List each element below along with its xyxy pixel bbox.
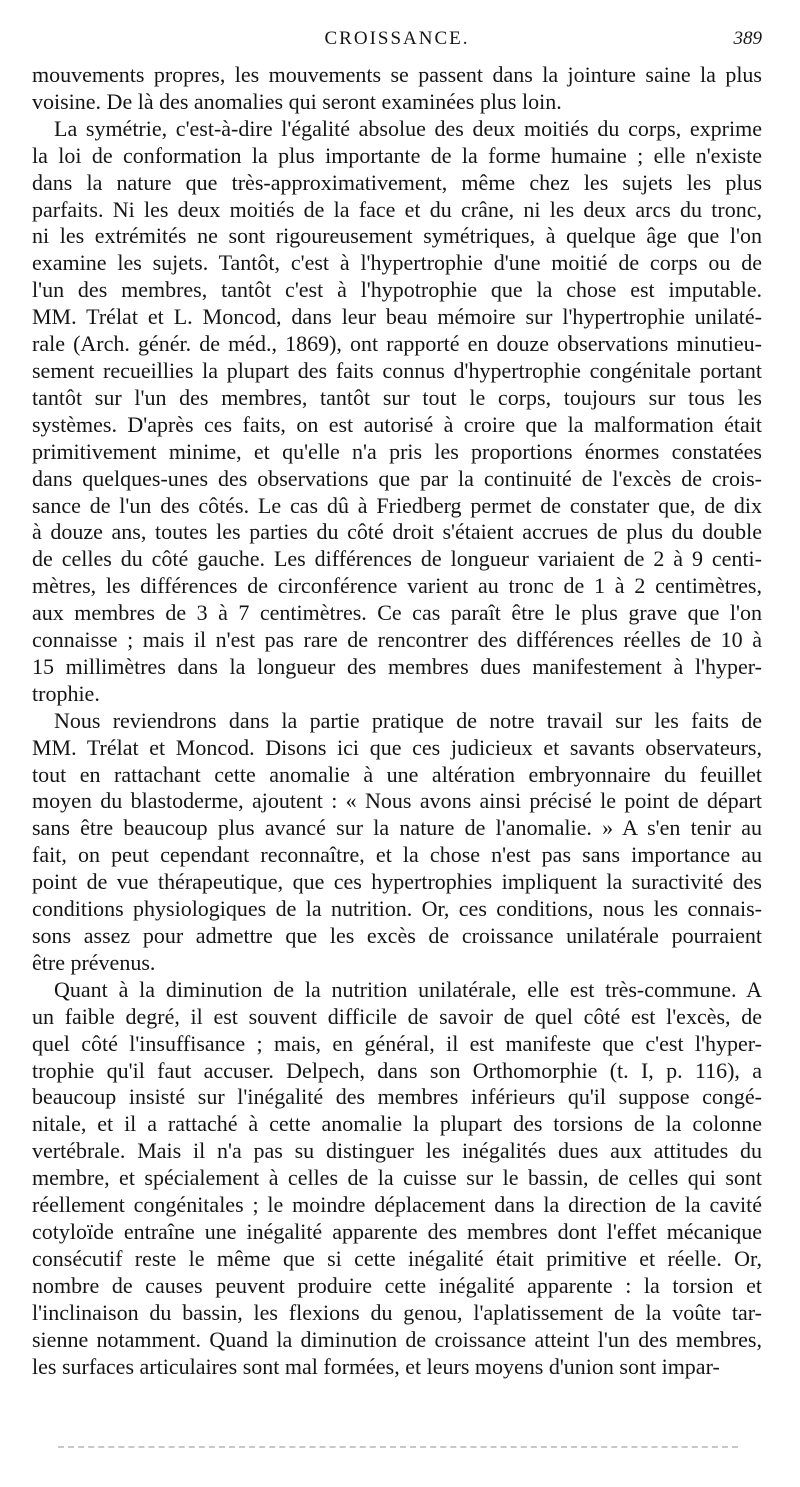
text-line: les surfaces articulaires sont mal formées, et leurs moyens d'union sont impar- [32,1353,720,1379]
paragraph [32,116,762,708]
text-line: Nous reviendrons dans la partie pratique de notre travail sur les faits de [54,707,762,733]
text-line: l'inclinaison du bassin, les flexions du genou, l'aplatissement de la voûte tar- [32,1299,762,1325]
text-line: trophie qu'il faut accuser. Delpech, dans son Orthomorphie (t. I, p. 116), a [32,1057,762,1083]
text-line: cotyloïde entraîne une inégalité apparente des membres dont l'effet mécanique [32,1218,762,1244]
text-line: connaisse ; mais il n'est pas rare de rencontrer des différences réelles de 10 à [32,627,762,653]
text-line: moyen du blastoderme, ajoutent : « Nous avons ainsi précisé le point de départ [32,788,762,814]
paragraph [32,62,762,116]
text-line: l'un des membres, tantôt c'est à l'hypotrophie que la chose est imputable. [32,277,762,303]
page-number: 389 [733,28,762,49]
text-line: primitivement minime, et qu'elle n'a pris les proportions énormes constatées [32,438,762,464]
paragraph [32,977,762,1381]
text-line: tout en rattachant cette anomalie à une altération embryonnaire du feuillet [32,761,762,787]
text-line: tantôt sur l'un des membres, tantôt sur tout le corps, toujours sur tous les [32,384,762,410]
text-line: MM. Trélat et Moncod. Disons ici que ces judicieux et savants observateurs, [32,734,762,760]
text-line: vertébrale. Mais il n'a pas su distinguer les inégalités dues aux attitudes du [32,1138,762,1164]
text-line: ni les extrémités ne sont rigoureusement symétriques, à quelque âge que l'on [32,223,762,249]
text-line: examine les sujets. Tantôt, c'est à l'hypertrophie d'une moitié de corps ou de [32,250,762,276]
text-line: sons assez pour admettre que les excès de croissance unilatérale pourraient [32,923,762,948]
text-line: consécutif reste le même que si cette inégalité était primitive et réelle. Or, [32,1245,762,1271]
body-text [32,62,762,1380]
footer-rule [58,1446,738,1448]
text-line: dans quelques-unes des observations que par la continuité de l'excès de crois- [32,465,762,491]
paragraph [32,708,762,977]
text-line: La symétrie, c'est-à-dire l'égalité absolue des deux moitiés du corps, exprime [54,115,762,141]
text-line: sienne notamment. Quand la diminution de croissance atteint l'un des membres, [32,1326,762,1352]
text-line: membre, et spécialement à celles de la cuisse sur le bassin, de celles qui sont [32,1165,762,1191]
text-line: point de vue thérapeutique, que ces hypertrophies impliquent la suractivité des [32,869,762,895]
text-line: un faible degré, il est souvent difficile de savoir de quel côté est l'excès, de [32,1003,762,1029]
text-line: être prévenus. [32,949,156,975]
text-line: sement recueillies la plupart des faits connus d'hypertrophie congénitale portant [32,357,762,383]
text-line: à douze ans, toutes les parties du côté droit s'étaient accrues de plus du double [32,519,762,545]
text-line: mouvements propres, les mouvements se passent dans la jointure saine la plus [32,62,762,87]
text-line: rale (Arch. génér. de méd., 1869), ont rapporté en douze observations minutieu- [32,331,762,357]
text-line: de celles du côté gauche. Les différences de longueur variaient de 2 à 9 centi- [32,546,762,572]
text-line: beaucoup insisté sur l'inégalité des membres inférieurs qu'il suppose congé- [32,1084,762,1110]
text-line: 15 millimètres dans la longueur des membres dues manifestement à l'hyper- [32,653,762,679]
text-line: MM. Trélat et L. Moncod, dans leur beau mémoire sur l'hypertrophie unilaté- [32,304,762,330]
text-line: trophie. [32,680,100,706]
text-line: sans être beaucoup plus avancé sur la nature de l'anomalie. » A s'en tenir au [32,815,762,841]
text-line: aux membres de 3 à 7 centimètres. Ce cas paraît être le plus grave que l'on [32,600,762,626]
text-line: sance de l'un des côtés. Le cas dû à Friedberg permet de constater que, de dix [32,492,762,518]
text-line: quel côté l'insuffisance ; mais, en général, il est manifeste que c'est l'hyper- [32,1030,762,1056]
text-line: la loi de conformation la plus importante de la forme humaine ; elle n'existe [32,142,762,168]
text-line: réellement congénitales ; le moindre déplacement dans la direction de la cavité [32,1192,762,1218]
page-header [32,28,762,60]
text-line: systèmes. D'après ces faits, on est autorisé à croire que la malformation était [32,411,762,437]
running-title: CROISSANCE. [324,28,470,49]
text-line: nitale, et il a rattaché à cette anomalie la plupart des torsions de la colonne [32,1111,762,1137]
text-line: fait, on peut cependant reconnaître, et la chose n'est pas sans importance au [32,842,762,868]
text-line: nombre de causes peuvent produire cette inégalité apparente : la torsion et [32,1272,762,1298]
text-line: conditions physiologiques de la nutrition. Or, ces conditions, nous les connais- [32,896,762,922]
text-line: mètres, les différences de circonférence varient au tronc de 1 à 2 centimètres, [32,573,762,599]
text-line: parfaits. Ni les deux moitiés de la face et du crâne, ni les deux arcs du tronc, [32,196,762,222]
text-line: Quant à la diminution de la nutrition unilatérale, elle est très-commune. A [54,976,762,1002]
text-line: voisine. De là des anomalies qui seront examinées plus loin. [32,88,562,114]
text-line: dans la nature que très-approximativement, même chez les sujets les plus [32,169,762,195]
